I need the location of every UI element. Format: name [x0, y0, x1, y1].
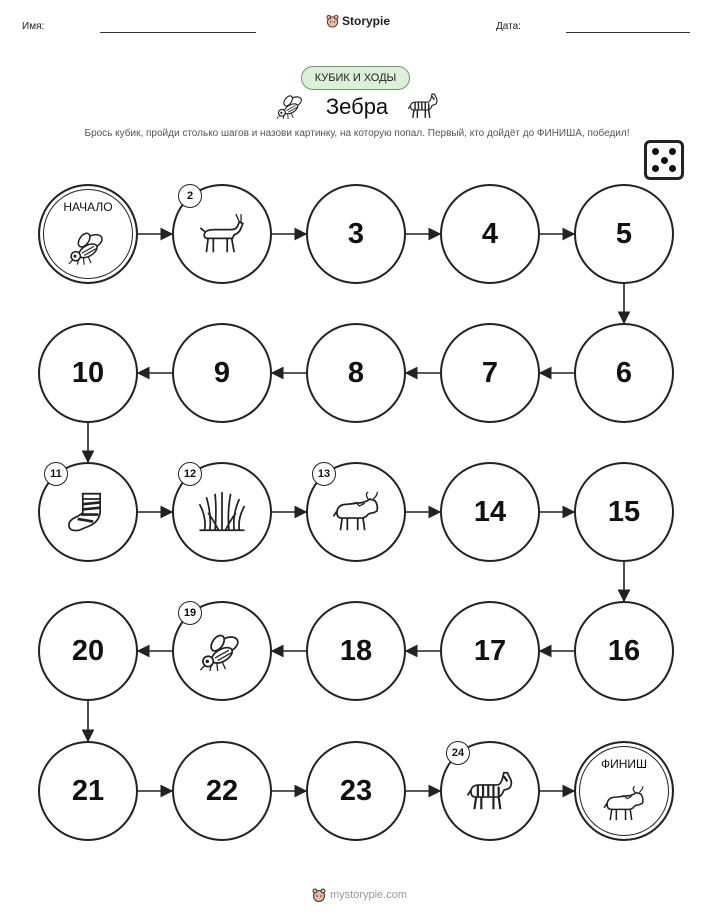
storypie-logo-icon — [312, 888, 326, 902]
cell-number: 14 — [473, 495, 507, 528]
cell-badge: 19 — [178, 601, 202, 625]
cell-number: 20 — [71, 634, 105, 667]
cell-badge: 11 — [44, 462, 68, 486]
board-cell-2 — [172, 184, 272, 284]
cell-badge: 2 — [178, 184, 202, 208]
board-cell-3 — [306, 184, 406, 284]
board-cell-5 — [574, 184, 674, 284]
board-cell-1 — [38, 184, 138, 284]
striped-sock-icon — [62, 488, 114, 536]
cell-number: 17 — [473, 634, 507, 667]
footer — [312, 888, 407, 902]
cell-number: 7 — [481, 356, 499, 389]
cell-badge: 12 — [178, 462, 202, 486]
board-cell-18 — [306, 601, 406, 701]
cell-number: 18 — [339, 634, 373, 667]
board-cell-16 — [574, 601, 674, 701]
cell-number: 3 — [347, 217, 365, 250]
zebra-icon — [464, 767, 516, 815]
board-cell-25 — [574, 741, 674, 841]
board-cell-20 — [38, 601, 138, 701]
board-cell-21 — [38, 741, 138, 841]
gazelle-icon — [196, 210, 248, 258]
page-title: Зебра — [325, 94, 389, 119]
board-cell-12 — [172, 462, 272, 562]
cell-number: 22 — [205, 774, 239, 807]
wildebeest-icon — [330, 488, 382, 536]
board-cell-17 — [440, 601, 540, 701]
board-cell-24 — [440, 741, 540, 841]
cell-number: 16 — [607, 634, 641, 667]
fly-icon — [196, 627, 248, 675]
cell-number: 21 — [71, 774, 105, 807]
finish-label: ФИНИШ — [600, 757, 648, 771]
board-cell-14 — [440, 462, 540, 562]
board-cell-9 — [172, 323, 272, 423]
board-cell-15 — [574, 462, 674, 562]
board-cell-8 — [306, 323, 406, 423]
cell-number: 9 — [213, 356, 231, 389]
cell-number: 5 — [615, 217, 633, 250]
board-cell-7 — [440, 323, 540, 423]
cell-number: 23 — [339, 774, 373, 807]
board-cell-4 — [440, 184, 540, 284]
cell-number: 15 — [607, 495, 641, 528]
cell-number: 10 — [71, 356, 105, 389]
board-cell-10 — [38, 323, 138, 423]
board-cell-19 — [172, 601, 272, 701]
board-cell-6 — [574, 323, 674, 423]
fly-icon — [65, 227, 111, 267]
name-label: Имя: — [22, 21, 45, 32]
board-cell-22 — [172, 741, 272, 841]
board-cell-13 — [306, 462, 406, 562]
wildebeest-icon — [601, 784, 647, 824]
instructions: Брось кубик, пройди столько шагов и назови картинку, на которую попал. Первый, кто дойдёт до ФИНИША, победил! — [84, 128, 630, 139]
board-cell-11 — [38, 462, 138, 562]
cell-number: 6 — [615, 356, 633, 389]
cell-badge: 24 — [446, 741, 470, 765]
cell-number: 4 — [481, 217, 499, 250]
start-label: НАЧАЛО — [63, 200, 113, 214]
date-label: Дата: — [496, 21, 521, 32]
game-tag: КУБИК И ХОДЫ — [301, 66, 410, 90]
grass-icon — [196, 488, 248, 536]
cell-badge: 13 — [312, 462, 336, 486]
brand-name: Storypie — [342, 14, 391, 28]
board-cell-23 — [306, 741, 406, 841]
cell-number: 8 — [347, 356, 365, 389]
footer-url: mystorypie.com — [330, 889, 408, 901]
